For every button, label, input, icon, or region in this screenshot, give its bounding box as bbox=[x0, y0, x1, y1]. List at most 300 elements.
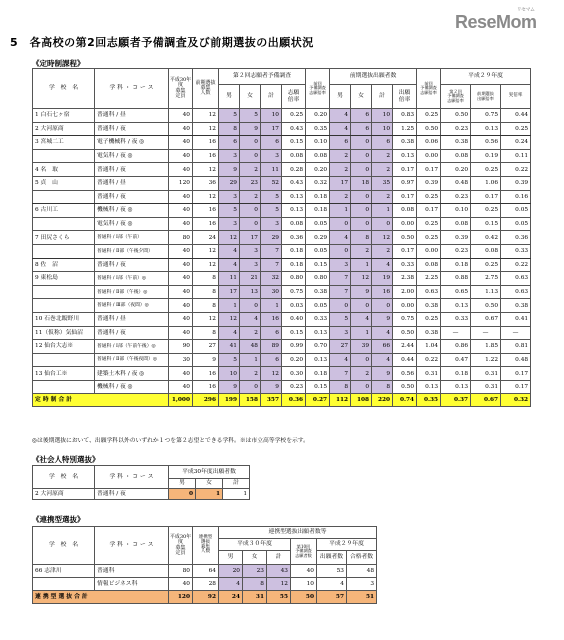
header-total: 計 bbox=[261, 85, 282, 109]
school-name: 3 宮城二工 bbox=[33, 136, 95, 150]
value-cell: 9 bbox=[372, 312, 393, 326]
course-name: 情報ビジネス科 bbox=[95, 578, 169, 591]
value-cell: 12 bbox=[351, 272, 372, 286]
value-cell: 0.80 bbox=[282, 272, 306, 286]
value-cell: 12 bbox=[193, 109, 219, 123]
value-cell: 0.05 bbox=[306, 217, 330, 231]
value-cell: 5 bbox=[219, 204, 240, 218]
total-value: 0.32 bbox=[501, 394, 531, 407]
value-cell: 0.06 bbox=[417, 136, 441, 150]
table-row bbox=[33, 109, 531, 123]
value-cell: 29 bbox=[261, 231, 282, 245]
total-value: 120 bbox=[169, 591, 193, 604]
value-cell: 4 bbox=[219, 258, 240, 272]
value-cell: 40 bbox=[169, 272, 193, 286]
adult-header-total: 計 bbox=[223, 479, 250, 489]
value-cell: 9 bbox=[240, 122, 261, 136]
course-name: 普通科 / Ⅰ部（午前午後）◎ bbox=[95, 340, 169, 354]
value-cell: 0.80 bbox=[306, 272, 330, 286]
coop-header-h29b: 合格者数 bbox=[347, 551, 377, 565]
value-cell: 9 bbox=[261, 380, 282, 394]
school-name: 6 古川工 bbox=[33, 204, 95, 218]
value-cell: 27 bbox=[193, 340, 219, 354]
total-row bbox=[33, 591, 377, 604]
value-cell: 0.13 bbox=[306, 353, 330, 367]
value-cell: 0 bbox=[240, 299, 261, 313]
value-cell: 7 bbox=[261, 244, 282, 258]
value-cell: 27 bbox=[330, 340, 351, 354]
value-cell: 0.17 bbox=[393, 190, 417, 204]
value-cell: 12 bbox=[261, 367, 282, 381]
table-row bbox=[33, 258, 531, 272]
school-name: 5 貞 山 bbox=[33, 176, 95, 190]
table-row bbox=[33, 163, 531, 177]
value-cell: 0.08 bbox=[441, 217, 471, 231]
value-cell: 48 bbox=[347, 565, 377, 578]
value-cell: 0.65 bbox=[441, 285, 471, 299]
value-cell: 16 bbox=[193, 217, 219, 231]
header-capacity: 平成30年度 募集 定員 bbox=[169, 69, 193, 109]
total-value: 50 bbox=[291, 591, 317, 604]
value-cell: 40 bbox=[169, 136, 193, 150]
value-cell: 17 bbox=[330, 176, 351, 190]
value-cell: 2 bbox=[372, 244, 393, 258]
total-value: 158 bbox=[240, 394, 261, 407]
value-cell: 0.50 bbox=[471, 299, 501, 313]
value-cell: 0.50 bbox=[393, 231, 417, 245]
value-cell: 0 bbox=[351, 149, 372, 163]
value-cell: 6 bbox=[261, 353, 282, 367]
value-cell: 40 bbox=[169, 204, 193, 218]
value-cell: 3 bbox=[219, 217, 240, 231]
value-cell: 0.38 bbox=[306, 285, 330, 299]
school-name: 66 志津川 bbox=[33, 565, 95, 578]
value-cell: 0.17 bbox=[393, 244, 417, 258]
value-cell: 16 bbox=[193, 380, 219, 394]
value-cell: 8 bbox=[219, 122, 240, 136]
coop-header-head: 連携型選抜出願者数等 bbox=[219, 527, 377, 539]
total-value: 1,000 bbox=[169, 394, 193, 407]
total-value: 0.74 bbox=[393, 394, 417, 407]
value-cell: 0.35 bbox=[306, 122, 330, 136]
header-course: 学 科 ・ コ ー ス bbox=[95, 69, 169, 109]
value-cell: 0 bbox=[351, 204, 372, 218]
course-name: 普通科 / Ⅱ部（午後）◎ bbox=[95, 285, 169, 299]
value-cell: 0.47 bbox=[441, 353, 471, 367]
value-cell: 2.25 bbox=[417, 272, 441, 286]
table-row bbox=[33, 380, 531, 394]
table-row bbox=[33, 367, 531, 381]
value-cell: 0.75 bbox=[282, 285, 306, 299]
value-cell: 30 bbox=[261, 285, 282, 299]
course-name: 電気科 / 夜 ◎ bbox=[95, 149, 169, 163]
value-cell: 40 bbox=[169, 285, 193, 299]
value-cell: 0.08 bbox=[306, 149, 330, 163]
value-cell: 52 bbox=[261, 176, 282, 190]
coop-header-school: 学 校 名 bbox=[33, 527, 95, 565]
coop-header-h30: 平成３０年度 bbox=[219, 539, 291, 551]
resemom-logo bbox=[455, 7, 537, 33]
value-cell: 0 bbox=[351, 353, 372, 367]
value-cell: 16 bbox=[193, 367, 219, 381]
value-cell: 0 bbox=[351, 217, 372, 231]
value-cell: 0.18 bbox=[282, 244, 306, 258]
value-cell: 16 bbox=[372, 285, 393, 299]
value-cell: 9 bbox=[193, 353, 219, 367]
value-cell: 4 bbox=[330, 109, 351, 123]
total-value: 0.67 bbox=[471, 394, 501, 407]
total-row bbox=[33, 394, 531, 407]
value-cell: 0.10 bbox=[441, 204, 471, 218]
footnote: ◎は後期選抜において、出願学科以外のいずれか１つを第２志望とできる学科。※は市立高等学校を示す。 bbox=[32, 438, 309, 444]
value-cell: 0 bbox=[351, 190, 372, 204]
value-cell: 40 bbox=[169, 190, 193, 204]
course-name: 建築土木科 / 夜 ◎ bbox=[95, 367, 169, 381]
header-early: 前期選抜出願者数 bbox=[330, 69, 417, 85]
value-cell: 0.23 bbox=[441, 244, 471, 258]
school-name: 12 仙台大志※ bbox=[33, 340, 95, 354]
value-cell: 0.13 bbox=[417, 380, 441, 394]
school-name bbox=[33, 217, 95, 231]
value-cell: 0.18 bbox=[282, 258, 306, 272]
value-cell: 3 bbox=[219, 149, 240, 163]
section-label-part-time: 《定時制課程》 bbox=[32, 59, 85, 68]
header-h29: 平成２９年度 bbox=[441, 69, 531, 85]
value-cell: 0.50 bbox=[393, 326, 417, 340]
value-cell: 3 bbox=[330, 258, 351, 272]
value-cell: 0.63 bbox=[417, 285, 441, 299]
coop-header-h29: 平成２９年度 bbox=[317, 539, 377, 551]
value-cell: 0 bbox=[240, 380, 261, 394]
value-cell: 0.08 bbox=[441, 149, 471, 163]
course-name: 普通科 / Ⅱ部（午後夕間） bbox=[95, 244, 169, 258]
value-cell: 2 bbox=[240, 326, 261, 340]
adult-header-female: 女 bbox=[196, 479, 223, 489]
adult-row bbox=[33, 489, 250, 500]
value-cell: 12 bbox=[193, 122, 219, 136]
value-cell: 40 bbox=[169, 258, 193, 272]
total-value: 0.37 bbox=[441, 394, 471, 407]
value-cell: 0.25 bbox=[471, 163, 501, 177]
value-cell: 0.28 bbox=[282, 163, 306, 177]
value-cell: 11 bbox=[261, 163, 282, 177]
value-cell: 0 bbox=[372, 299, 393, 313]
value-cell: 0.48 bbox=[441, 176, 471, 190]
value-cell: 0.33 bbox=[441, 312, 471, 326]
value-cell: 0.33 bbox=[393, 258, 417, 272]
value-cell: 2 bbox=[330, 163, 351, 177]
value-cell: 0.38 bbox=[393, 136, 417, 150]
value-cell: 0.29 bbox=[306, 231, 330, 245]
school-name bbox=[33, 149, 95, 163]
value-cell: 0.50 bbox=[393, 380, 417, 394]
course-name: 普通科 / Ⅰ部（午前） bbox=[95, 231, 169, 245]
value-cell: 23 bbox=[240, 176, 261, 190]
value-cell: 8 bbox=[193, 272, 219, 286]
school-name: 1 白石七ヶ宿 bbox=[33, 109, 95, 123]
value-cell: — bbox=[501, 326, 531, 340]
value-cell: 0 bbox=[240, 204, 261, 218]
value-cell: 0 bbox=[351, 136, 372, 150]
value-cell: 0.20 bbox=[282, 353, 306, 367]
value-cell: 2 bbox=[372, 149, 393, 163]
value-cell: 10 bbox=[372, 122, 393, 136]
value-cell: 12 bbox=[193, 258, 219, 272]
value-cell: 0.32 bbox=[306, 176, 330, 190]
value-cell: 39 bbox=[351, 340, 372, 354]
school-name: 2 大河原商 bbox=[33, 122, 95, 136]
value-cell: 40 bbox=[169, 578, 193, 591]
header-ratio: 志願 倍率 bbox=[282, 85, 306, 109]
value-cell: 18 bbox=[351, 176, 372, 190]
table-row bbox=[33, 272, 531, 286]
total-value: 0.27 bbox=[306, 394, 330, 407]
value-cell: 0 bbox=[240, 149, 261, 163]
value-cell: 8 bbox=[193, 299, 219, 313]
total-value: 112 bbox=[330, 394, 351, 407]
value-cell: 10 bbox=[291, 578, 317, 591]
value-cell: 0.17 bbox=[471, 190, 501, 204]
value-cell: 3 bbox=[219, 190, 240, 204]
coop-header-male: 男 bbox=[219, 551, 243, 565]
adult-header-male: 男 bbox=[169, 479, 196, 489]
value-cell: 0.42 bbox=[471, 231, 501, 245]
header-h29b: 前期選抜 出願倍率 bbox=[471, 85, 501, 109]
table-row bbox=[33, 204, 531, 218]
total-value: 55 bbox=[267, 591, 291, 604]
value-cell: 0.18 bbox=[306, 190, 330, 204]
value-cell: 0.48 bbox=[501, 353, 531, 367]
value-cell: 0.23 bbox=[441, 122, 471, 136]
value-cell: 6 bbox=[372, 136, 393, 150]
value-cell: 40 bbox=[169, 326, 193, 340]
value-cell: 10 bbox=[219, 367, 240, 381]
value-cell: 12 bbox=[372, 231, 393, 245]
header-female: 女 bbox=[240, 85, 261, 109]
header-e-total: 計 bbox=[372, 85, 393, 109]
value-cell: 4 bbox=[219, 326, 240, 340]
value-cell: 5 bbox=[330, 312, 351, 326]
value-cell: 41 bbox=[219, 340, 240, 354]
value-cell: 0.50 bbox=[441, 109, 471, 123]
value-cell: 0.22 bbox=[417, 353, 441, 367]
value-cell: 1 bbox=[219, 299, 240, 313]
value-cell: 4 bbox=[240, 312, 261, 326]
value-cell: 4 bbox=[317, 578, 347, 591]
value-cell: 40 bbox=[291, 565, 317, 578]
value-cell: 5 bbox=[219, 109, 240, 123]
header-eratio: 出願 倍率 bbox=[393, 85, 417, 109]
coop-header-h29a: 出願者数 bbox=[317, 551, 347, 565]
value-cell: 1.22 bbox=[471, 353, 501, 367]
total-label: 定 時 制 合 計 bbox=[33, 394, 169, 407]
value-cell: 2.75 bbox=[471, 272, 501, 286]
value-cell: 40 bbox=[169, 312, 193, 326]
value-cell: 0.25 bbox=[417, 190, 441, 204]
value-cell: 10 bbox=[372, 109, 393, 123]
school-name bbox=[33, 299, 95, 313]
value-cell: 0.33 bbox=[306, 312, 330, 326]
value-cell: 40 bbox=[169, 122, 193, 136]
value-cell: 0.05 bbox=[501, 217, 531, 231]
value-cell: 20 bbox=[219, 565, 243, 578]
value-cell: 0.39 bbox=[417, 176, 441, 190]
value-cell: 1 bbox=[240, 353, 261, 367]
value-cell: 12 bbox=[193, 312, 219, 326]
value-cell: 2 bbox=[330, 190, 351, 204]
value-cell: 8 bbox=[193, 326, 219, 340]
value-cell: 0 bbox=[351, 163, 372, 177]
adult-header-course: 学 科 ・ コ ー ス bbox=[95, 466, 169, 489]
course-name: 電気科 / 夜 ◎ bbox=[95, 217, 169, 231]
value-cell: 5 bbox=[261, 204, 282, 218]
value-cell: 12 bbox=[267, 578, 291, 591]
course-name: 普通科 / 夜 bbox=[95, 163, 169, 177]
total-value: 296 bbox=[193, 394, 219, 407]
value-cell: 1.85 bbox=[471, 340, 501, 354]
value-cell: 0.83 bbox=[393, 109, 417, 123]
value-cell: 9 bbox=[219, 380, 240, 394]
course-name: 普通科 / 昼 bbox=[95, 312, 169, 326]
value-cell: 0.44 bbox=[393, 353, 417, 367]
table-row bbox=[33, 353, 531, 367]
value-cell: 3 bbox=[347, 578, 377, 591]
value-cell: 0.15 bbox=[282, 326, 306, 340]
value-cell: 13 bbox=[240, 285, 261, 299]
value-cell: 0.22 bbox=[501, 163, 531, 177]
value-cell: 0.39 bbox=[501, 176, 531, 190]
value-cell: 0.17 bbox=[393, 163, 417, 177]
value-cell: 0.13 bbox=[441, 299, 471, 313]
header-ref: 前回 予備調査 志願倍率 bbox=[306, 69, 330, 109]
total-value: 108 bbox=[351, 394, 372, 407]
value-cell: 3 bbox=[240, 244, 261, 258]
value-cell: 0.36 bbox=[501, 231, 531, 245]
value-cell: 3 bbox=[261, 149, 282, 163]
value-cell: 0.97 bbox=[393, 176, 417, 190]
value-cell: 4 bbox=[219, 244, 240, 258]
header-e-male: 男 bbox=[330, 85, 351, 109]
value-cell: 2 bbox=[240, 367, 261, 381]
value-cell: 4 bbox=[372, 258, 393, 272]
value-cell: 16 bbox=[193, 149, 219, 163]
value-cell: 24 bbox=[193, 231, 219, 245]
adult-total: 1 bbox=[223, 489, 250, 500]
value-cell: 1 bbox=[330, 204, 351, 218]
value-cell: 0.20 bbox=[306, 163, 330, 177]
table-row bbox=[33, 578, 377, 591]
value-cell: 8 bbox=[351, 231, 372, 245]
value-cell: 6 bbox=[330, 136, 351, 150]
value-cell: 0.38 bbox=[417, 326, 441, 340]
value-cell: 1.04 bbox=[417, 340, 441, 354]
value-cell: 0.63 bbox=[501, 272, 531, 286]
course-name: 普通科 / 夜 bbox=[95, 122, 169, 136]
value-cell: 2 bbox=[330, 149, 351, 163]
header-h29a: 第２回 予備調査 志願倍率 bbox=[441, 85, 471, 109]
value-cell: 0.38 bbox=[441, 136, 471, 150]
value-cell: 120 bbox=[169, 176, 193, 190]
value-cell: 12 bbox=[219, 312, 240, 326]
header-school: 学 校 名 bbox=[33, 69, 95, 109]
course-name: 普通科 / 夜 bbox=[95, 258, 169, 272]
value-cell: 0.81 bbox=[501, 340, 531, 354]
coop-header-course: 学 科 ・ コ ー ス bbox=[95, 527, 169, 565]
value-cell: 0.25 bbox=[417, 312, 441, 326]
course-name: 普通科 / 昼 bbox=[95, 176, 169, 190]
section-label-adult: 《社会人特別選抜》 bbox=[32, 455, 100, 464]
value-cell: 8 bbox=[243, 578, 267, 591]
value-cell: 2 bbox=[351, 244, 372, 258]
value-cell: 0.11 bbox=[501, 149, 531, 163]
value-cell: 8 bbox=[372, 380, 393, 394]
value-cell: 40 bbox=[169, 149, 193, 163]
value-cell: 0.08 bbox=[282, 217, 306, 231]
value-cell: — bbox=[471, 326, 501, 340]
value-cell: 0.18 bbox=[441, 258, 471, 272]
total-value: 31 bbox=[243, 591, 267, 604]
course-name: 普通科 / Ⅱ部（午後夜間）◎ bbox=[95, 353, 169, 367]
value-cell: 2 bbox=[372, 190, 393, 204]
page-title: 5 各高校の第2回志願者予備調査及び前期選抜の出願状況 bbox=[10, 36, 314, 49]
value-cell: 2.44 bbox=[393, 340, 417, 354]
value-cell: 40 bbox=[169, 217, 193, 231]
value-cell: 0.13 bbox=[282, 190, 306, 204]
value-cell: 40 bbox=[169, 299, 193, 313]
value-cell: 0.15 bbox=[306, 380, 330, 394]
school-name bbox=[33, 578, 95, 591]
value-cell: 0.23 bbox=[441, 190, 471, 204]
value-cell: 0 bbox=[330, 217, 351, 231]
section-label-cooperative: 《連携型選抜》 bbox=[32, 515, 85, 524]
adult-header-head: 平成30年度出願者数 bbox=[169, 466, 250, 479]
coop-header-female: 女 bbox=[243, 551, 267, 565]
value-cell: 0.75 bbox=[471, 109, 501, 123]
value-cell: 80 bbox=[169, 565, 193, 578]
school-name: 9 東松島 bbox=[33, 272, 95, 286]
value-cell: 0.17 bbox=[417, 163, 441, 177]
course-name: 普通科 / Ⅲ部（夜間）◎ bbox=[95, 299, 169, 313]
value-cell: 1 bbox=[372, 204, 393, 218]
value-cell: 0.88 bbox=[441, 272, 471, 286]
value-cell: 0.13 bbox=[282, 204, 306, 218]
total-value: 57 bbox=[317, 591, 347, 604]
value-cell: 0 bbox=[330, 244, 351, 258]
value-cell: 4 bbox=[372, 326, 393, 340]
table-row bbox=[33, 190, 531, 204]
school-name: 11（仮称）気仙沼 bbox=[33, 326, 95, 340]
value-cell: 0 bbox=[330, 299, 351, 313]
value-cell: 6 bbox=[351, 109, 372, 123]
value-cell: 4 bbox=[351, 312, 372, 326]
value-cell: 0.13 bbox=[306, 326, 330, 340]
value-cell: 40 bbox=[169, 380, 193, 394]
adult-course: 普通科 / 夜 bbox=[95, 489, 169, 500]
value-cell: 8 bbox=[330, 380, 351, 394]
total-value: 199 bbox=[219, 394, 240, 407]
logo-ruby: リセマム bbox=[516, 7, 535, 13]
value-cell: 0.15 bbox=[282, 136, 306, 150]
value-cell: 0.44 bbox=[501, 109, 531, 123]
value-cell: 64 bbox=[193, 565, 219, 578]
course-name: 普通科 / Ⅰ部（午前）◎ bbox=[95, 272, 169, 286]
part-time-table bbox=[32, 68, 531, 407]
value-cell: 3 bbox=[261, 217, 282, 231]
course-name: 機械科 / 夜 ◎ bbox=[95, 380, 169, 394]
value-cell: 0.00 bbox=[393, 217, 417, 231]
value-cell: 0 bbox=[240, 136, 261, 150]
logo-text: ReseMom bbox=[455, 12, 537, 32]
